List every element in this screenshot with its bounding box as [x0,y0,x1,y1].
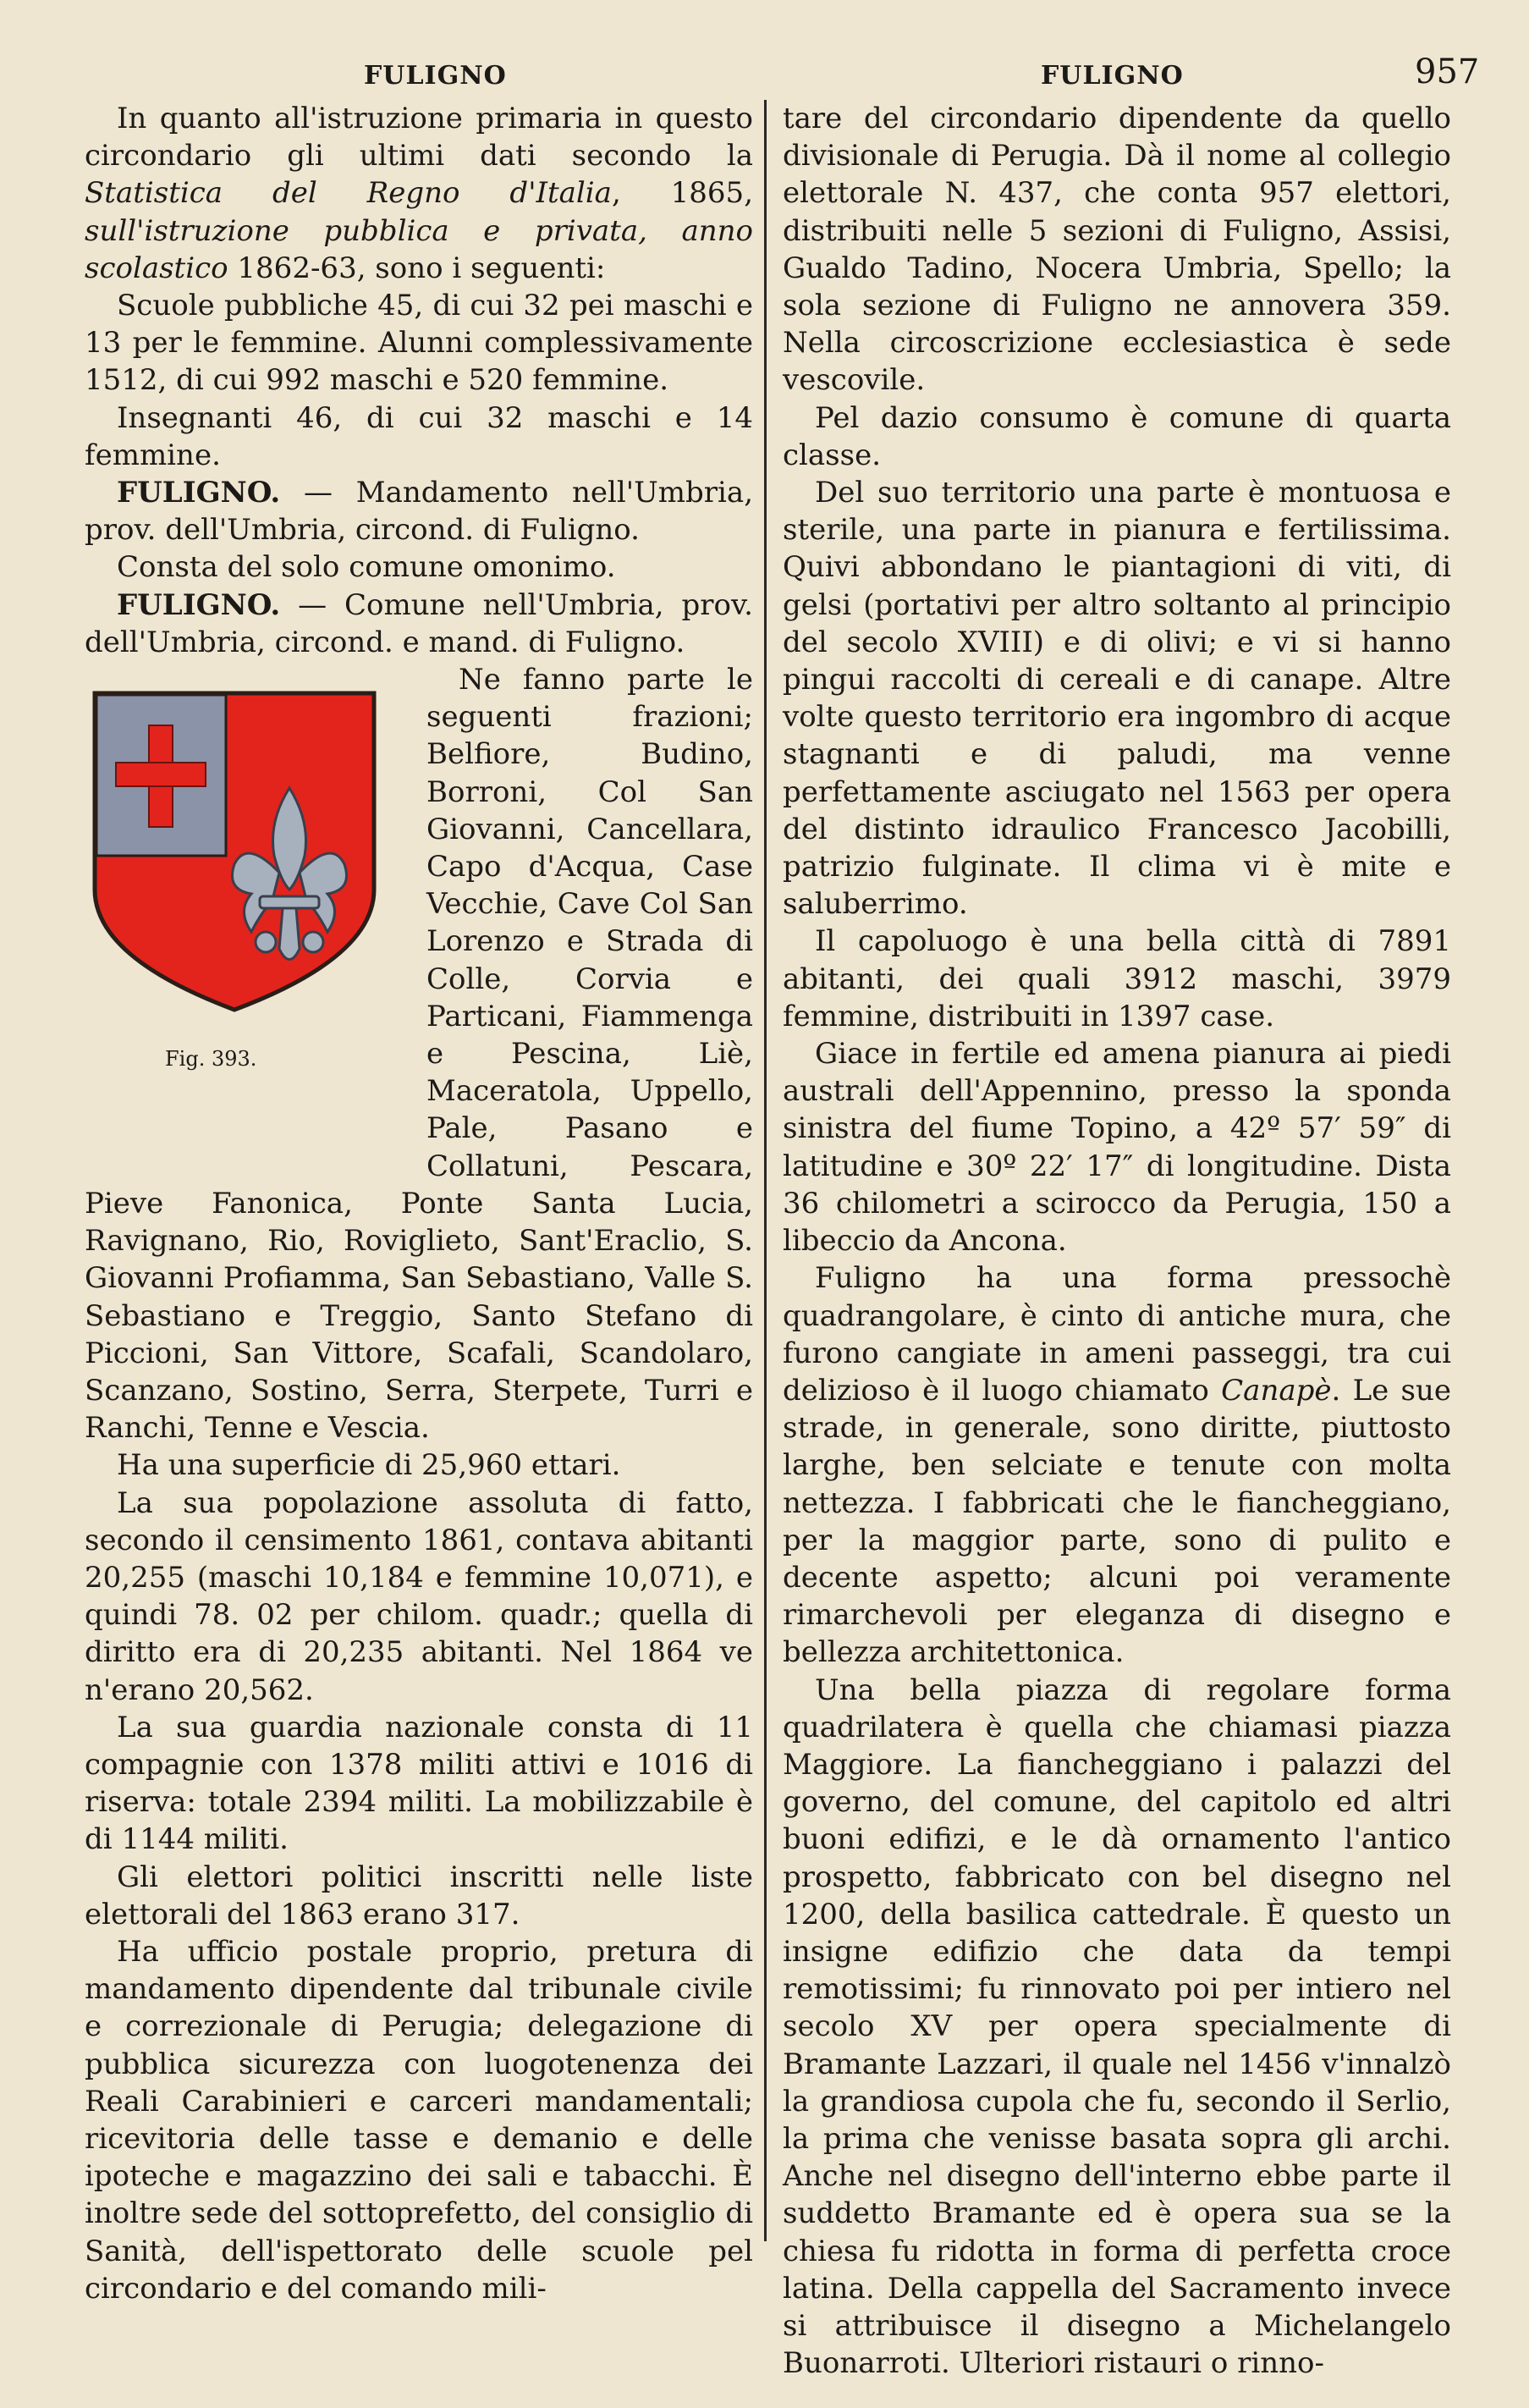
running-header-left: FULIGNO [364,61,507,91]
paragraph-giace: Giace in fertile ed amena pianura ai piedi australi dell'Appennino, presso la sponda sinistra del fiume Topino, a 42º 57′ 59″ di latitudine e 30º 22′ 17″ di longitudine. Dista 36 chilometri a scirocco da Perugia, 150 a libeccio da Ancona. [783,1037,1451,1259]
paragraph-scuole: Scuole pubbliche 45, di cui 32 pei maschi e 13 per le femmine. Alunni complessivamente 1512, di cui 992 maschi e 520 femmine. [85,289,753,398]
headword: FULIGNO. [117,476,281,510]
paragraph-militare: tare del circondario dipendente da quello divisionale di Perugia. Dà il nome al collegio elettorale N. 437, che conta 957 elettori, distribuiti nelle 5 sezioni di Fuligno, Assisi, Gualdo Tadino, Nocera Umbria, Spello; la sola sezione di Fuligno ne annovera 359. Nella circoscrizione ecclesiastica è sede vescovile. [783,102,1451,398]
paragraph-guardia: La sua guardia nazionale consta di 11 compagnie con 1378 militi attivi e 1016 di riserva: totale 2394 militi. La mobilizzabile è di 1144 militi. [85,1710,753,1857]
p6-text: — Comune nell'Umbria, prov. dell'Umbria, circond. e mand. di Fuligno. [85,587,753,659]
paragraph-ufficio: Ha ufficio postale proprio, pretura di mandamento dipendente dal tribunale civile e correzionale di Perugia; delegazione di pubblica sicurezza con luogotenenza dei Reali Carabinieri e carceri mandamentali; ricevitoria delle tasse e demanio e delle ipoteche e magazzino dei sali e tabacchi. È inoltre sede del sottoprefetto, del consiglio di Sanità, dell'ispettorato delle scuole pel circondario e del comando mili- [85,1934,753,2306]
paragraph-piazza: Una bella piazza di regolare forma quadrilatera è quella che chiamasi piazza Maggiore. La fiancheggiano i palazzi del governo, del comune, del capitolo ed altri buoni edifizi, e le dà ornamento l'antico prospetto, fabbricato con bel disegno nel 1200, della basilica cattedrale. È questo un insigne edifizio che data da tempi remotissimi; fu rinnovato poi per intiero nel secolo XV per opera specialmente di Bramante Lazzari, il quale nel 1456 v'innalzò la grandiosa cupola che fu, secondo il Serlio, la prima che venisse basata sopra gli archi. Anche nel disegno dell'interno ebbe parte il suddetto Bramante ed è opera sua se la chiesa fu ridotta in forma di perfetta croce latina. Della cappella del Sacramento invece si attribuisce il disegno a Michelangelo Buonarroti. Ulteriori ristauri o rinno- [783,1672,1451,2381]
paragraph-consta: Consta del solo comune omonimo. [117,550,616,585]
paragraph-istruzione [85,100,753,287]
p4-text: — Mandamento nell'Umbria, prov. dell'Umbria, circond. di Fuligno. [85,476,753,548]
paragraph-capoluogo: Il capoluogo è una bella città di 7891 abitanti, dei quali 3912 maschi, 3979 femmine, distribuiti in 1397 case. [783,924,1451,1033]
paragraph-mandamento [85,474,753,548]
paragraph-insegnanti: Insegnanti 46, di cui 32 maschi e 14 femmine. [85,400,753,472]
paragraph-dazio: Pel dazio consumo è comune di quarta classe. [783,400,1451,472]
p1-italic2: sull'istruzione pubblica e privata, anno scolastico [85,213,753,285]
right-column [783,100,1451,2382]
p1-pre: In quanto all'istruzione primaria in questo circondario gli ultimi dati secondo la [85,102,753,174]
left-column [85,100,753,2307]
paragraph-elettori: Gli elettori politici inscritti nelle liste elettorali del 1863 erano 317. [85,1860,753,1931]
p1-post: 1862-63, sono i seguenti: [228,251,606,285]
figure-coat-of-arms [85,661,415,1155]
p6-pre: Fuligno ha una forma pressochè quadrangolare, è cinto di antiche mura, che furono cangiate in ameni passeggi, tra cui delizioso è il luogo chiamato [783,1261,1451,1408]
paragraph-popolazione: La sua popolazione assoluta di fatto, secondo il censimento 1861, contava abitanti 20,255 (maschi 10,184 e femmine 10,071), e quindi 78. 02 per chilom. quadr.; quella di diritto era di 20,235 abitanti. Nel 1864 ve n'erano 20,562. [85,1485,753,1707]
p6-post: . Le sue strade, in generale, sono diritte, piuttosto larghe, ben selciate e tenute con molta nettezza. I fabbricati che le fiancheggiano, per la maggior parte, sono di pulito e decente aspetto; alcuni poi veramente rimarchevoli per eleganza di disegno e bellezza architettonica. [783,1373,1452,1670]
column-divider [764,100,767,2241]
paragraph-territorio: Del suo territorio una parte è montuosa e sterile, una parte in pianura e fertilissima. Quivi abbondano le piantagioni di viti, di gelsi (portativi per altro soltanto al principio del secolo XVIII) e di olivi; e vi si hanno pingui raccolti di cereali e di canape. Altre volte questo territorio era ingombro di acque stagnanti e di paludi, ma venne perfettamente asciugato nel 1563 per opera del distinto idraulico Francesco Jacobilli, patrizio fulginate. Il clima vi è mite e saluberrimo. [783,476,1451,922]
headword: FULIGNO. [117,587,281,622]
page-number: 957 [1415,52,1480,91]
coat-of-arms-shield-icon [86,678,399,1033]
paragraph-comune [85,587,753,661]
paragraph-forma [783,1259,1451,1671]
p1-mid: , 1865, [611,176,754,211]
p1-italic: Statistica del Regno d'Italia [85,176,612,211]
running-header-right: FULIGNO [1041,61,1184,91]
p6-italic: Canapè [1221,1373,1332,1408]
paragraph-frazioni: Ne fanno parte le seguenti frazioni; Belfiore, Budino, Borroni, Col San Giovanni, Cancellara, Capo d'Acqua, Case Vecchie, Cave Col San Lorenzo e Strada di Colle, Corvia e Particani, Fiammenga e Pescina, Liè, Maceratola, Uppello, Pale, Pasano e Collatuni, Pescara, Pieve Fanonica, Ponte Santa Lucia, Ravignano, Rio, Roviglieto, Sant'Eraclio, S. Giovanni Profiamma, San Sebastiano, Valle S. Sebastiano e Treggio, Santo Stefano di Piccioni, San Vittore, Scafali, Scandolaro, Scanzano, Sostino, Serra, Sterpete, Turri e Ranchi, Tenne e Vescia. [85,663,753,1446]
figure-caption: Fig. 393. [165,1047,257,1072]
paragraph-superficie: Ha una superficie di 25,960 ettari. [117,1448,621,1483]
